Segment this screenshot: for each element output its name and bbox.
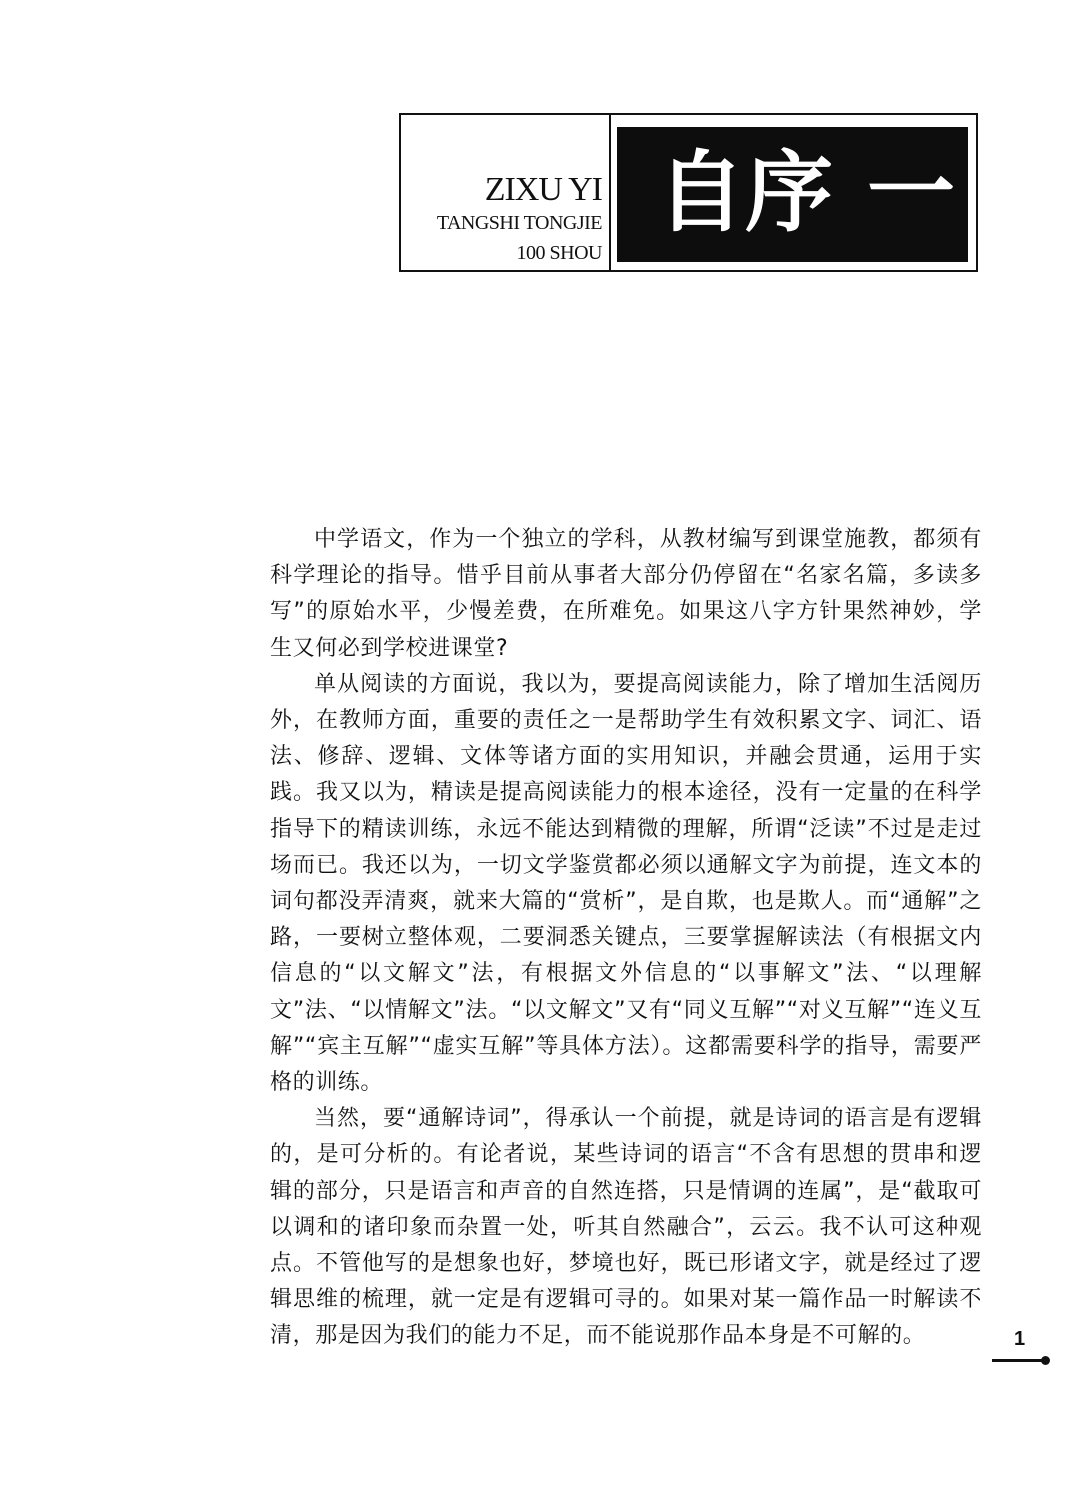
- chapter-title: [657, 141, 956, 244]
- chapter-title-char-2: 序: [745, 141, 834, 244]
- latin-subtitle-line2: 100 SHOU: [516, 242, 602, 264]
- chapter-title-char-1: 自: [657, 141, 746, 244]
- chinese-title-panel: [617, 127, 968, 262]
- paragraph-1: 中学语文，作为一个独立的学科，从教材编写到课堂施教，都须有科学理论的指导。惜乎目前从事者大部分仍停留在“名家名篇，多读多写”的原始水平，少慢差费，在所难免。如果这八字方针果然神妙，学生又何必到学校进课堂?: [270, 527, 982, 661]
- body-text: [270, 522, 982, 1355]
- paragraph-3: 当然，要“通解诗词”，得承认一个前提，就是诗词的语言是有逻辑的，是可分析的。有论者说，某些诗词的语言“不含有思想的贯串和逻辑的部分，只是语言和声音的自然连搭，只是情调的连属”，是“截取可以调和的诸印象而杂置一处，听其自然融合”，云云。我不认可这种观点。不管他写的是想象也好，梦境也好，既已形诸文字，就是经过了逻辑思维的梳理，就一定是有逻辑可寻的。如果对某一篇作品一时解读不清，那是因为我们的能力不足，而不能说那作品本身是不可解的。: [270, 1106, 982, 1349]
- page-number-rule: [992, 1359, 1042, 1362]
- page-number: 1: [1014, 1328, 1026, 1350]
- page-number-dot: [1041, 1356, 1050, 1365]
- header-latin-panel: [401, 115, 611, 270]
- latin-title: ZIXU YI: [484, 171, 602, 208]
- latin-subtitle: [437, 208, 602, 268]
- chapter-title-char-3: 一: [867, 141, 956, 244]
- paragraph-2: 单从阅读的方面说，我以为，要提高阅读能力，除了增加生活阅历外，在教师方面，重要的责任之一是帮助学生有效积累文字、词汇、语法、修辞、逻辑、文体等诸方面的实用知识，并融会贯通，运用于实践。我又以为，精读是提高阅读能力的根本途径，没有一定量的在科学指导下的精读训练，永远不能达到精微的理解，所谓“泛读”不过是走过场而已。我还以为，一切文学鉴赏都必须以通解文字为前提，连文本的词句都没弄清爽，就来大篇的“赏析”，是自欺，也是欺人。而“通解”之路，一要树立整体观，二要洞悉关键点，三要掌握解读法（有根据文内信息的“以文解文”法，有根据文外信息的“以事解文”法、“以理解文”法、“以情解文”法。“以文解文”又有“同义互解”“对义互解”“连义互解”“宾主互解”“虚实互解”等具体方法）。这都需要科学的指导，需要严格的训练。: [270, 671, 982, 1096]
- chapter-header: [399, 113, 978, 272]
- latin-subtitle-line1: TANGSHI TONGJIE: [436, 212, 602, 234]
